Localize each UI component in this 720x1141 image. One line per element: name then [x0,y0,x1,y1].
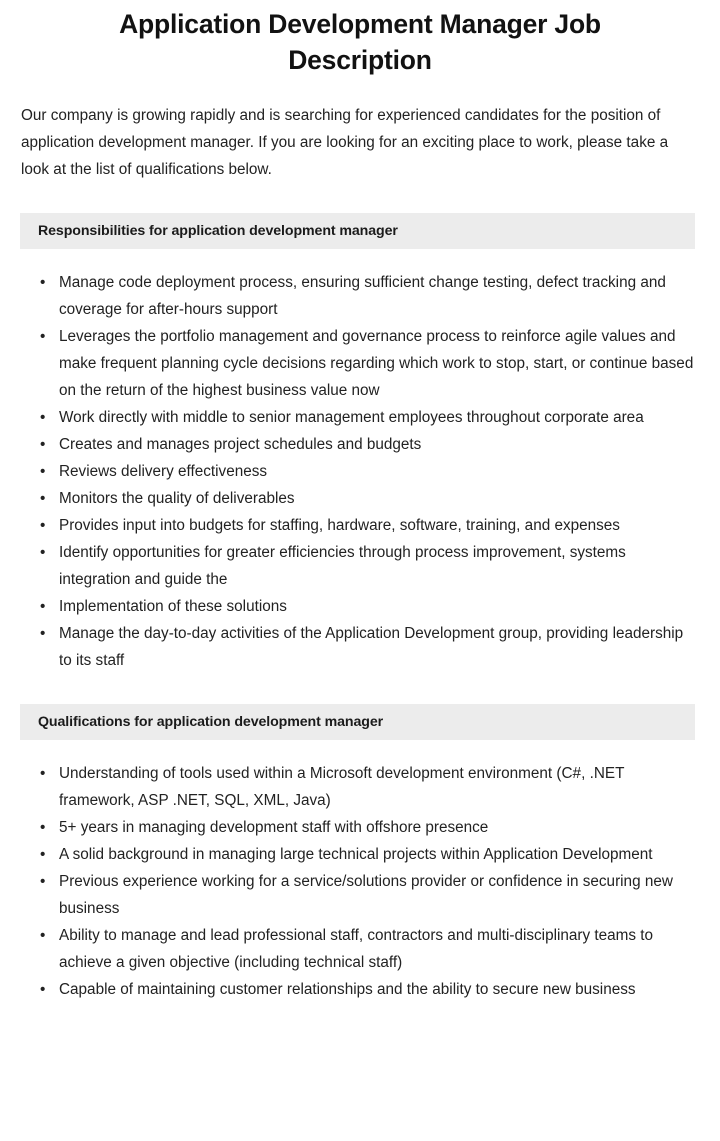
bullet-icon: • [40,981,46,998]
list-item [0,512,720,539]
bullet-icon: • [40,598,46,615]
bullet-icon: • [40,490,46,507]
list-item [0,620,720,674]
list-item-label: Provides input into budgets for staffing, hardware, software, training, and expenses [59,517,620,534]
bullet-icon: • [40,846,46,863]
list-item-label: Identify opportunities for greater efficiencies through process improvement, systems integration and guide the [59,544,626,588]
list-item-label: 5+ years in managing development staff with offshore presence [59,819,489,836]
list-item-label: Understanding of tools used within a Microsoft development environment (C#, .NET framework, ASP .NET, SQL, XML, Java) [59,765,625,809]
list-item-label: Creates and manages project schedules and budgets [59,436,422,453]
list-item [0,539,720,593]
list-item [0,323,720,404]
section-qualifications [0,704,720,1003]
responsibilities-list [0,249,720,674]
bullet-icon: • [40,927,46,944]
list-item [0,868,720,922]
intro-paragraph: Our company is growing rapidly and is searching for experienced candidates for the position of application development manager. If you are looking for an exciting place to work, please take a look at the list of qualifications below. [21,107,669,178]
bullet-icon: • [40,765,46,782]
bullet-icon: • [40,328,46,345]
list-item [0,760,720,814]
bullet-icon: • [40,544,46,561]
bullet-icon: • [40,873,46,890]
list-item-label: Capable of maintaining customer relationships and the ability to secure new business [59,981,636,998]
list-item-label: Reviews delivery effectiveness [59,463,268,480]
list-item [0,404,720,431]
list-item [0,976,720,1003]
bullet-icon: • [40,625,46,642]
list-item-label: Ability to manage and lead professional staff, contractors and multi-disciplinary teams to achieve a given objective (including technical staff) [59,927,654,971]
bullet-icon: • [40,819,46,836]
list-item-label: A solid background in managing large technical projects within Application Development [59,846,653,863]
list-item-label: Manage the day-to-day activities of the Application Development group, providing leadership to its staff [59,625,684,669]
list-item-label: Previous experience working for a service/solutions provider or confidence in securing new business [59,873,673,917]
page-title: Application Development Manager Job Description [119,9,601,75]
qualifications-list [0,740,720,1003]
section-responsibilities [0,213,720,674]
list-item [0,485,720,512]
list-item [0,431,720,458]
section-header-responsibilities: Responsibilities for application development manager [20,213,695,249]
bullet-icon: • [40,409,46,426]
list-item [0,593,720,620]
list-item [0,269,720,323]
bullet-icon: • [40,274,46,291]
section-header-qualifications: Qualifications for application development manager [20,704,695,740]
list-item-label: Manage code deployment process, ensuring sufficient change testing, defect tracking and coverage for after-hours support [59,274,666,318]
list-item-label: Work directly with middle to senior management employees throughout corporate area [59,409,644,426]
bullet-icon: • [40,463,46,480]
list-item [0,814,720,841]
list-item [0,458,720,485]
list-item-label: Leverages the portfolio management and governance process to reinforce agile values and make frequent planning cycle decisions regarding which work to stop, start, or continue based on the return of the highest business value now [59,328,694,399]
list-item-label: Monitors the quality of deliverables [59,490,295,507]
list-item [0,841,720,868]
list-item-label: Implementation of these solutions [59,598,287,615]
bullet-icon: • [40,517,46,534]
bullet-icon: • [40,436,46,453]
list-item [0,922,720,976]
